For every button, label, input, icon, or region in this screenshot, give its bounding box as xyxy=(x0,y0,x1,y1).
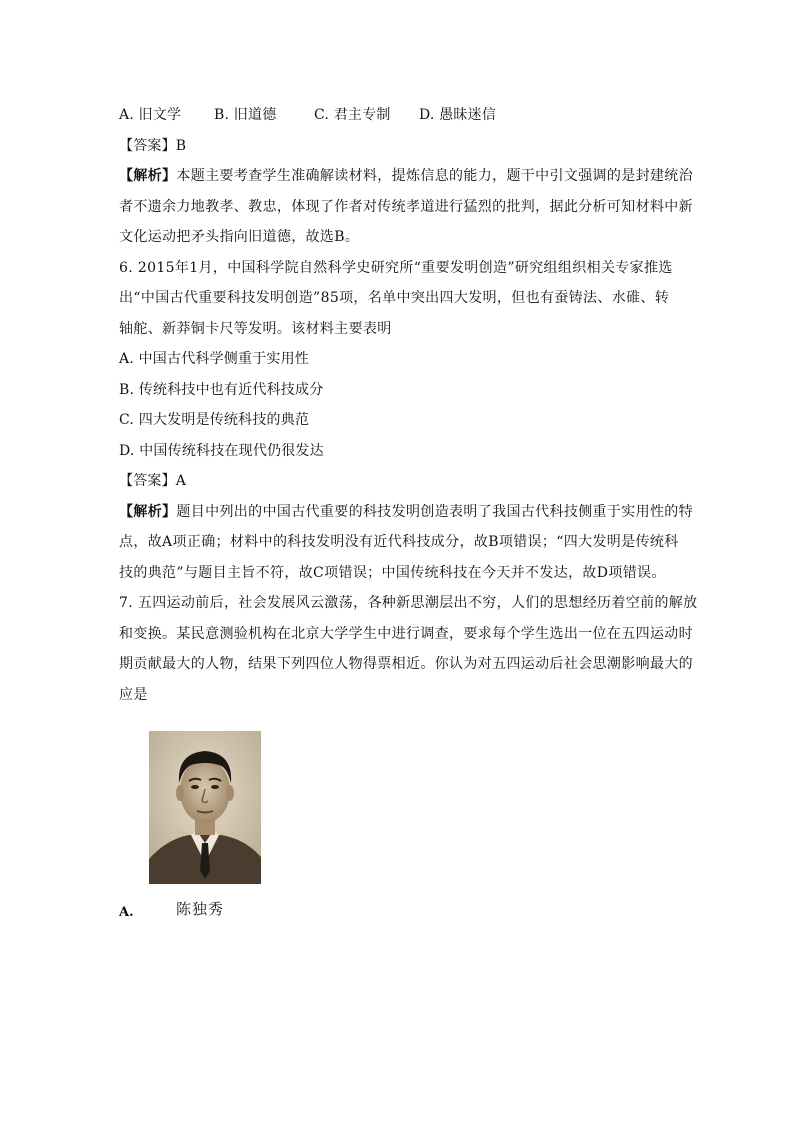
q6-option-d: D. 中国传统科技在现代仍很发达 xyxy=(119,442,324,459)
q7-option-a-label: A. xyxy=(119,905,134,920)
q5-option-c: C. 君主专制 xyxy=(314,107,391,123)
q5-analysis-label: 【解析】 xyxy=(119,168,177,184)
q6-stem-line-1: 6. 2015年1月，中国科学院自然科学史研究所“重要发明创造”研究组组织相关专家推选 xyxy=(119,259,673,276)
q5-option-d: D. 愚昧迷信 xyxy=(419,107,497,123)
q5-analysis-line-1 xyxy=(119,161,694,192)
q6-option-a: A. 中国古代科学侧重于实用性 xyxy=(119,351,310,367)
q6-analysis-text-1: 题目中列出的中国古代重要的科技发明创造表明了我国古代科技侧重于实用性的特 xyxy=(176,503,694,520)
q6-option-c: C. 四大发明是传统科技的典范 xyxy=(119,412,310,428)
q7-stem-line-1: 7. 五四运动前后，社会发展风云激荡，各种新思潮层出不穷，人们的思想经历着空前的解放 xyxy=(119,595,698,611)
q5-option-a: A. 旧文学 xyxy=(119,107,182,123)
q5-options xyxy=(119,100,679,131)
q7-stem-line-4: 应是 xyxy=(119,686,148,703)
q5-answer: 【答案】B xyxy=(119,137,187,154)
q6-option-b: B. 传统科技中也有近代科技成分 xyxy=(119,381,324,398)
q5-analysis-text-1: 本题主要考查学生准确解读材料，提炼信息的能力，题干中引文强调的是封建统治 xyxy=(176,168,694,184)
q5-analysis-line-2: 者不遗余力地教孝、教忠，体现了作者对传统孝道进行猛烈的批判，据此分析可知材料中新 xyxy=(119,198,693,215)
q6-analysis-line-1 xyxy=(119,497,694,528)
q5-option-b: B. 旧道德 xyxy=(214,107,277,123)
q7-stem-line-2: 和变换。某民意测验机构在北京大学学生中进行调查，要求每个学生选出一位在五四运动时 xyxy=(119,625,693,642)
q6-analysis-line-2: 点，故A项正确；材料中的科技发明没有近代科技成分，故B项错误；“四大发明是传统科 xyxy=(119,534,679,550)
portrait-photo xyxy=(149,731,261,884)
q6-analysis-label: 【解析】 xyxy=(119,503,177,520)
q7-stem-line-3: 期贡献最大的人物，结果下列四位人物得票相近。你认为对五四运动后社会思潮影响最大的 xyxy=(119,656,693,672)
q6-stem-line-3: 轴舵、新莽铜卡尺等发明。该材料主要表明 xyxy=(119,320,392,337)
q6-answer: 【答案】A xyxy=(119,473,187,489)
q6-analysis-line-3: 技的典范”与题目主旨不符，故C项错误；中国传统科技在今天并不发达，故D项错误。 xyxy=(119,564,666,581)
q5-analysis-line-3: 文化运动把矛头指向旧道德，故选B。 xyxy=(119,229,360,245)
document-page xyxy=(119,100,698,710)
portrait-caption: 陈独秀 xyxy=(176,900,225,918)
q6-stem-line-2: 出“中国古代重要科技发明创造”85项，名单中突出四大发明，但也有蚕铸法、水碓、转 xyxy=(119,290,670,306)
